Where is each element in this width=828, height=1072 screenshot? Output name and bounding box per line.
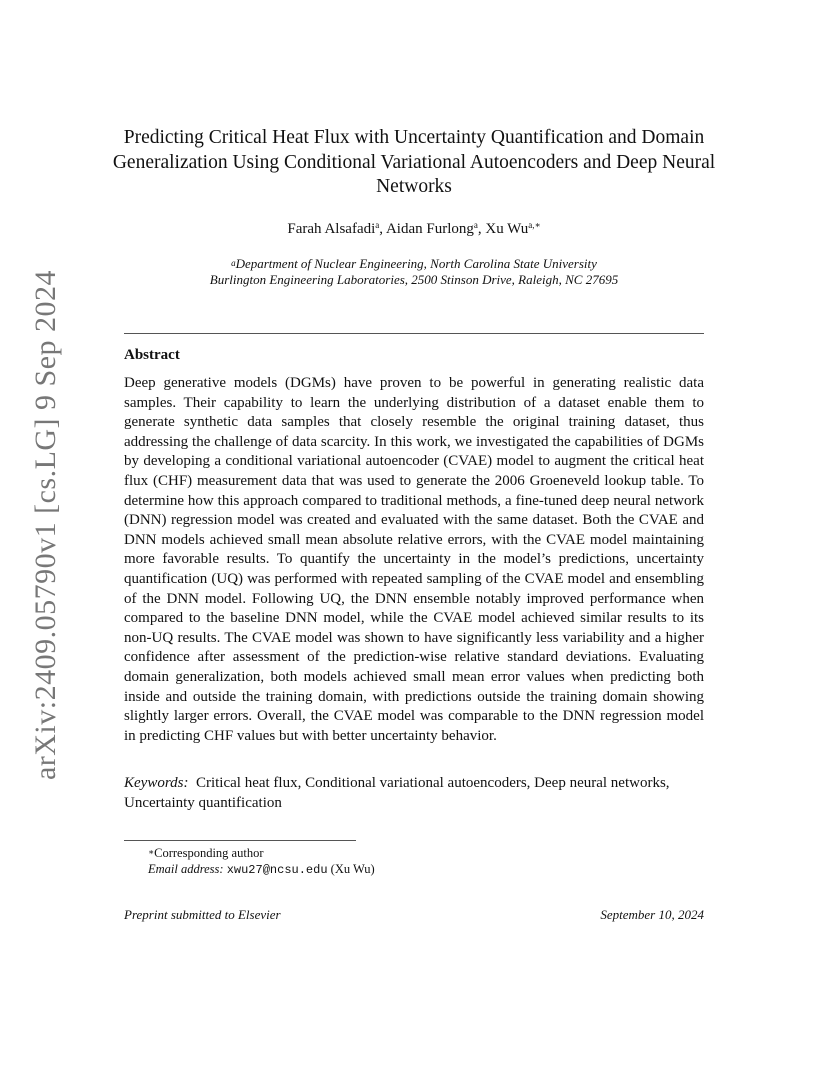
author-separator: , <box>379 221 386 237</box>
author-name: Xu Wu <box>485 221 529 237</box>
preprint-note: Preprint submitted to Elsevier <box>124 907 281 922</box>
paper-title: Predicting Critical Heat Flux with Uncertainty Quantification and Domain Generalization Using Conditional Variational Autoencoders and Deep Neural Networks <box>112 127 716 197</box>
footnote-line-1 <box>148 846 263 860</box>
arxiv-identifier <box>22 269 70 781</box>
author-affiliation-marker: a,∗ <box>528 220 541 230</box>
author-name: Farah Alsafadi <box>287 221 376 237</box>
preprint-date: September 10, 2024 <box>600 907 704 922</box>
corresponding-author-label: Corresponding author <box>154 846 264 860</box>
footnote-rule <box>124 840 356 841</box>
author-list <box>100 221 728 238</box>
abstract-top-rule <box>124 333 704 334</box>
keywords <box>124 774 704 813</box>
keywords-text: Critical heat flux, Conditional variational autoencoders, Deep neural networks, Uncertainty quantification <box>124 775 670 811</box>
abstract-heading: Abstract <box>124 347 180 363</box>
author-affiliation-marker: a <box>473 220 478 230</box>
footnote-marker: ∗ <box>148 847 155 857</box>
affiliation-line-2: Burlington Engineering Laboratories, 2500 Stinson Drive, Raleigh, NC 27695 <box>209 272 619 287</box>
email-owner: (Xu Wu) <box>330 862 375 876</box>
email-label: Email address: <box>148 862 224 876</box>
affiliation-department: Department of Nuclear Engineering, North Carolina State University <box>235 256 597 271</box>
affiliation-marker: a <box>231 258 236 268</box>
author-name: Aidan Furlong <box>385 221 474 237</box>
affiliation <box>100 256 728 288</box>
footnote <box>148 845 375 878</box>
keywords-label: Keywords: <box>124 775 189 791</box>
abstract-body: Deep generative models (DGMs) have proven to be powerful in generating realistic data samples. Their capability to learn the underlying distribution of a dataset enable them to generate synthetic data samples that closely resemble the original training dataset, thus addressing the challenge of data scarcity. In this work, we investigated the capabilities of DGMs by developing a conditional variational autoencoder (CVAE) model to augment the critical heat flux (CHF) measurement data that was used to generate the 2006 Groeneveld lookup table. To determine how this approach compared to traditional methods, a fine-tuned deep neural network (DNN) regression model was created and evaluated with the same dataset. Both the CVAE and DNN models achieved small mean absolute relative errors, with the CVAE model maintaining more favorable results. To quantify the uncertainty in the model’s predictions, uncertainty quantification (UQ) was performed with repeated sampling of the CVAE model and ensembling of the DNN model. Following UQ, the DNN ensemble notably improved performance when compared to the baseline DNN model, while the CVAE model achieved similar results to its non-UQ results. The CVAE model was shown to have significantly less variability and a higher confidence after assessment of the prediction-wise relative standard deviations. Evaluating domain generalization, both models achieved small mean error values when predicting both inside and outside the training domain, with predictions outside the training domain showing slightly larger errors. Overall, the CVAE model was comparable to the DNN regression model in predicting CHF values but with better uncertainty behavior. <box>124 375 704 744</box>
author-separator: , <box>477 221 486 237</box>
author-affiliation-marker: a <box>375 220 380 230</box>
email-address[interactable]: xwu27@ncsu.edu <box>226 863 328 877</box>
arxiv-identifier-text: arXiv:2409.05790v1 [cs.LG] 9 Sep 2024 <box>29 269 63 781</box>
affiliation-line-1 <box>100 256 728 272</box>
footnote-line-2 <box>148 861 375 878</box>
